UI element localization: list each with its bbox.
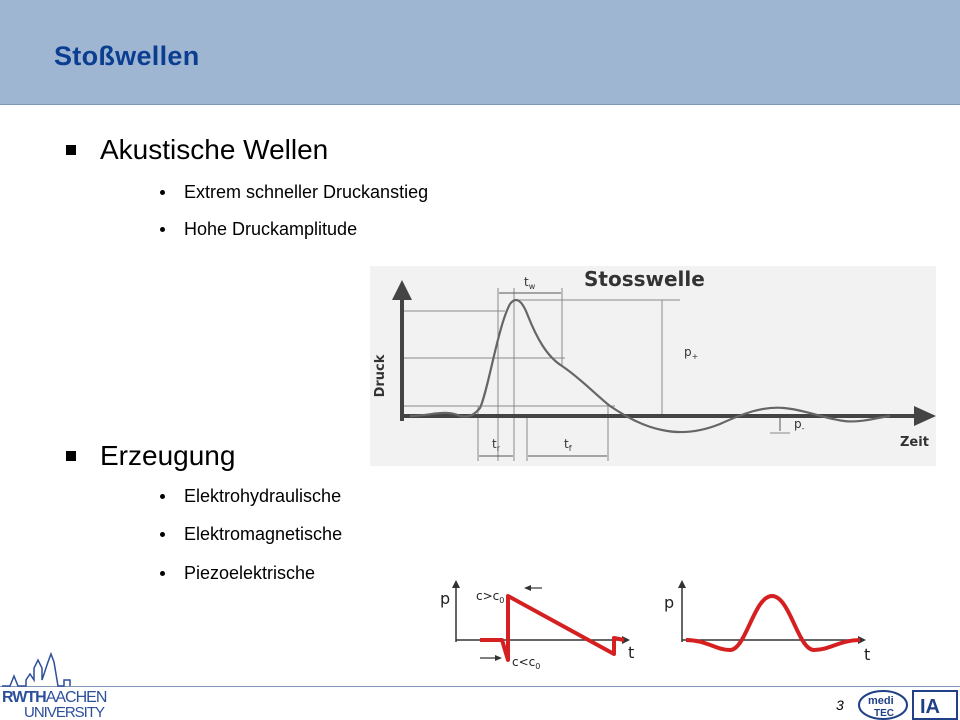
time-axis-label: Zeit xyxy=(900,435,929,450)
steepening-wave-diagram xyxy=(436,578,646,670)
sub-bullet-text: Elektromagnetische xyxy=(184,524,343,544)
meditec-logo xyxy=(858,690,908,720)
university-wordmark: UNIVERSITY xyxy=(24,704,105,720)
slide-title: Stoßwellen xyxy=(54,41,200,71)
dot-bullet-icon xyxy=(160,227,165,232)
pressure-axis-label: Druck xyxy=(373,354,388,398)
sub-bullet-text: Extrem schneller Druckanstieg xyxy=(184,182,429,202)
meditec-text-2: TEC xyxy=(874,708,894,719)
tr-label: $t_r$ xyxy=(492,437,501,453)
left-arrow-icon xyxy=(524,585,531,591)
sub-bullet-text: Elektrohydraulische xyxy=(184,486,342,506)
dot-bullet-icon xyxy=(160,190,165,195)
p-axis-arrow-icon xyxy=(678,580,686,588)
diagram-background xyxy=(370,266,936,466)
sub-bullet xyxy=(160,563,315,584)
p-minus-label: $p_-$ xyxy=(794,417,805,433)
sub-bullet-text: Piezoelektrische xyxy=(184,563,316,583)
cathedral-skyline-icon xyxy=(2,654,70,686)
t-label: t xyxy=(628,643,635,662)
bullet-generation xyxy=(66,440,235,472)
sub-bullet xyxy=(160,182,428,203)
tw-label: $t_w$ xyxy=(524,275,536,291)
sub-bullet xyxy=(160,524,342,545)
page-number: 3 xyxy=(836,697,844,713)
p-label: p xyxy=(440,589,451,608)
p-plus-label: $p_+$ xyxy=(684,345,699,361)
dot-bullet-icon xyxy=(160,532,165,537)
p-label: p xyxy=(664,593,675,612)
institute-logo xyxy=(912,690,958,720)
shockwave-diagram xyxy=(370,266,936,466)
right-arrow-icon xyxy=(495,655,502,661)
t-label: t xyxy=(864,645,871,664)
sub-bullet xyxy=(160,219,357,240)
sine-wave-diagram xyxy=(660,578,890,670)
sub-bullet xyxy=(160,486,341,507)
meditec-text: medi xyxy=(868,695,894,707)
fast-label: $c>c_0$ xyxy=(476,589,505,605)
dot-bullet-icon xyxy=(160,571,165,576)
sine-curve xyxy=(686,596,860,650)
tf-label: $t_f$ xyxy=(564,437,572,453)
sub-bullet-text: Hohe Druckamplitude xyxy=(184,219,358,239)
square-bullet-icon xyxy=(66,451,76,461)
p-axis-arrow-icon xyxy=(452,580,460,588)
n-wave-curve xyxy=(480,596,624,660)
bullet-heading: Erzeugung xyxy=(100,440,236,471)
dot-bullet-icon xyxy=(160,494,165,499)
rwth-wordmark: RWTHAACHEN xyxy=(2,689,107,706)
rwth-logo xyxy=(0,652,107,720)
footer-divider xyxy=(0,686,960,687)
square-bullet-icon xyxy=(66,145,76,155)
bullet-heading: Akustische Wellen xyxy=(100,134,329,165)
bullet-acoustic-waves xyxy=(66,134,328,166)
institute-logo-text: IA xyxy=(920,696,940,718)
shockwave-title: Stosswelle xyxy=(584,267,705,291)
slow-label: $c<c_0$ xyxy=(512,655,541,671)
